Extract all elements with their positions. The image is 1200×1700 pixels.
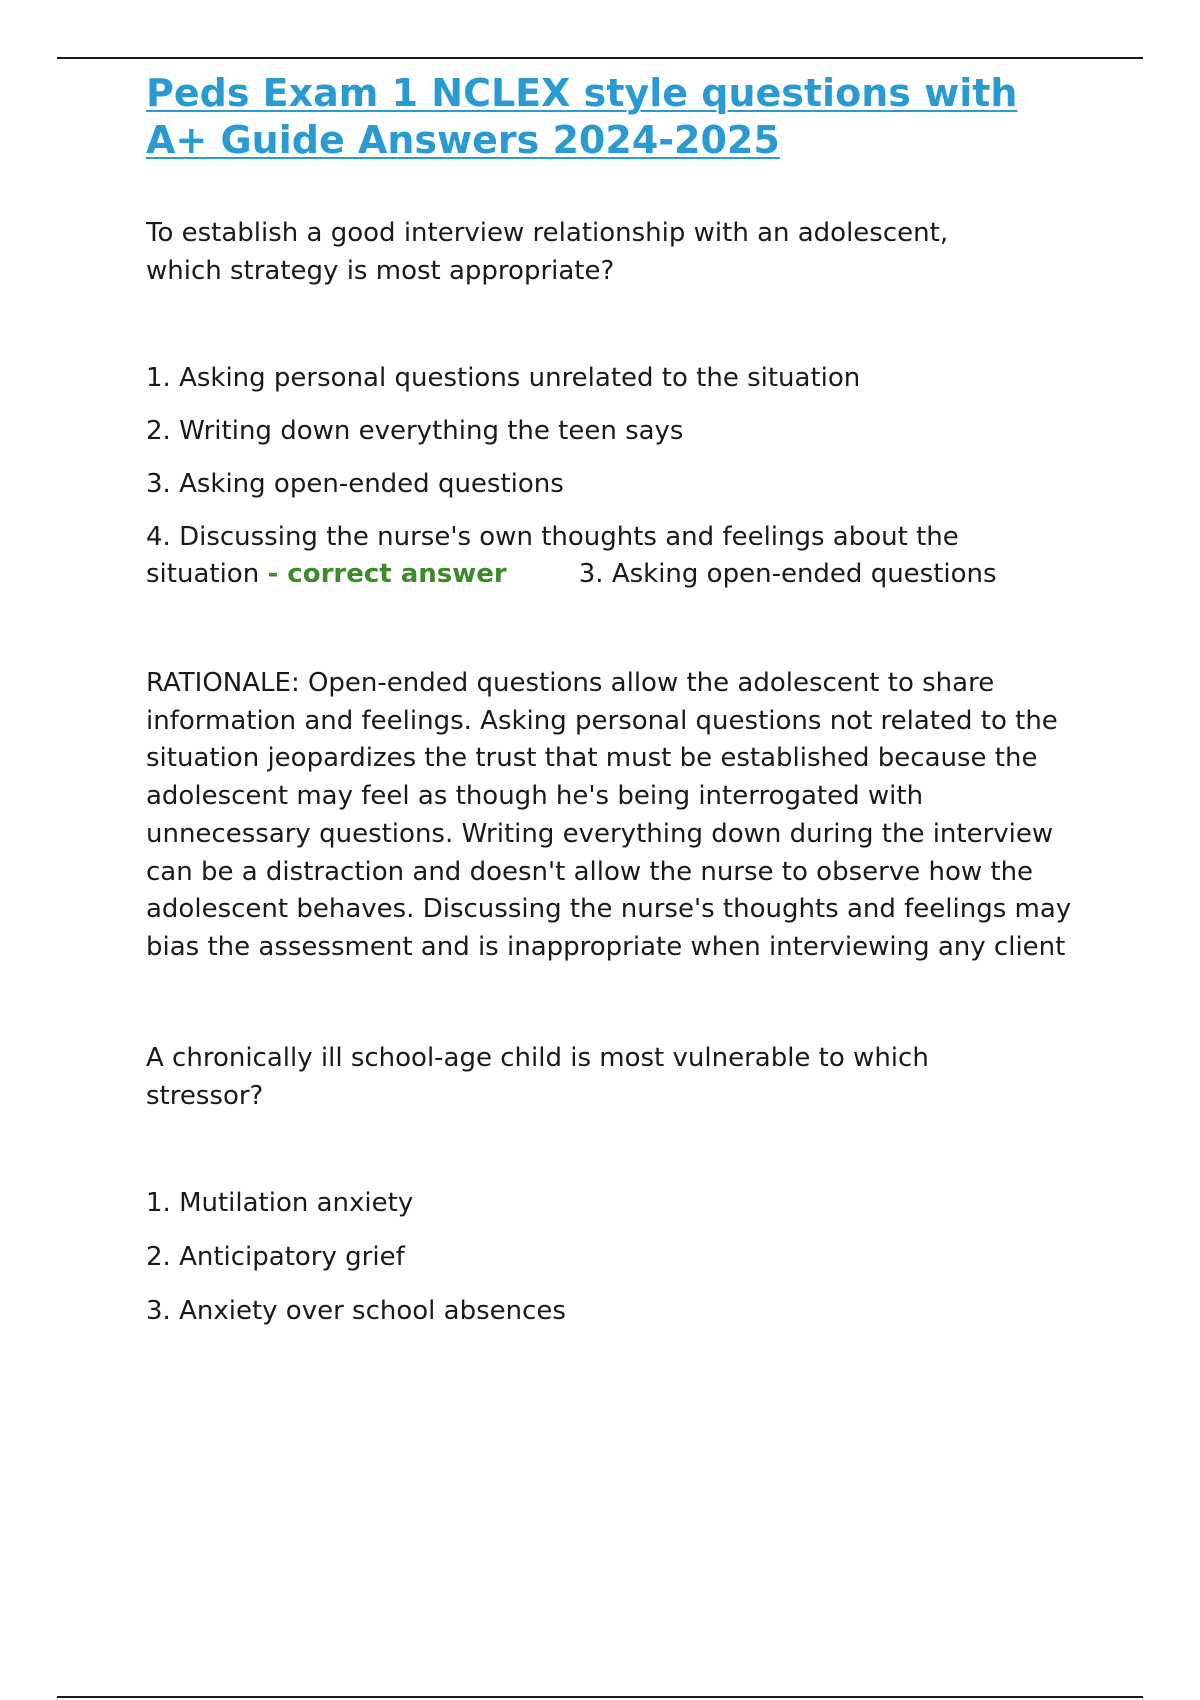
question-2-option-1: 1. Mutilation anxiety	[146, 1187, 414, 1218]
question-2	[146, 1039, 1096, 1330]
top-divider	[57, 57, 1143, 59]
question-1-option-4-line-2: situation	[146, 559, 268, 589]
question-2-option-2: 2. Anticipatory grief	[146, 1241, 405, 1272]
document-body	[146, 70, 1096, 1330]
question-1-options	[146, 360, 1096, 593]
question-1-option-1: 1. Asking personal questions unrelated to the situation	[146, 363, 861, 393]
question-1-option-2: 2. Writing down everything the teen says	[146, 416, 684, 446]
document-title	[146, 70, 1096, 164]
question-1-option-3: 3. Asking open-ended questions	[146, 469, 564, 499]
question-1-option-4-line-1: 4. Discussing the nurse's own thoughts and feelings about the	[146, 522, 959, 552]
document-title-link[interactable]	[146, 70, 1096, 164]
title-line-2: A+ Guide Answers 2024-2025	[146, 118, 780, 162]
question-2-stem	[146, 1039, 1096, 1115]
question-2-stem-line-2: stressor?	[146, 1080, 264, 1111]
question-2-stem-line-1: A chronically ill school-age child is most vulnerable to which	[146, 1042, 929, 1073]
question-1-stem-line-2: which strategy is most appropriate?	[146, 256, 615, 286]
question-2-option-3: 3. Anxiety over school absences	[146, 1295, 566, 1326]
title-line-1: Peds Exam 1 NCLEX style questions with	[146, 71, 1018, 115]
bottom-divider	[57, 1696, 1143, 1698]
question-1-stem-line-1: To establish a good interview relationship with an adolescent,	[146, 218, 949, 248]
question-1-option-4	[146, 519, 1096, 593]
question-1-rationale: RATIONALE: Open-ended questions allow the adolescent to share information and feelings. Asking personal questions not related to the situation jeopardizes the trust that must be established because the adolescent may feel as though he's being interrogated with unnecessary questions. Writing everything down during the interview can be a distraction and doesn't allow the nurse to observe how the adolescent behaves. Discussing the nurse's thoughts and feelings may bias the assessment and is inappropriate when interviewing any client	[146, 668, 1072, 962]
question-1-correct-answer: 3. Asking open-ended questions	[578, 559, 997, 589]
question-2-options	[146, 1185, 1096, 1330]
question-1	[146, 214, 1096, 967]
correct-answer-label: - correct answer	[267, 559, 507, 589]
question-1-stem	[146, 214, 1096, 290]
